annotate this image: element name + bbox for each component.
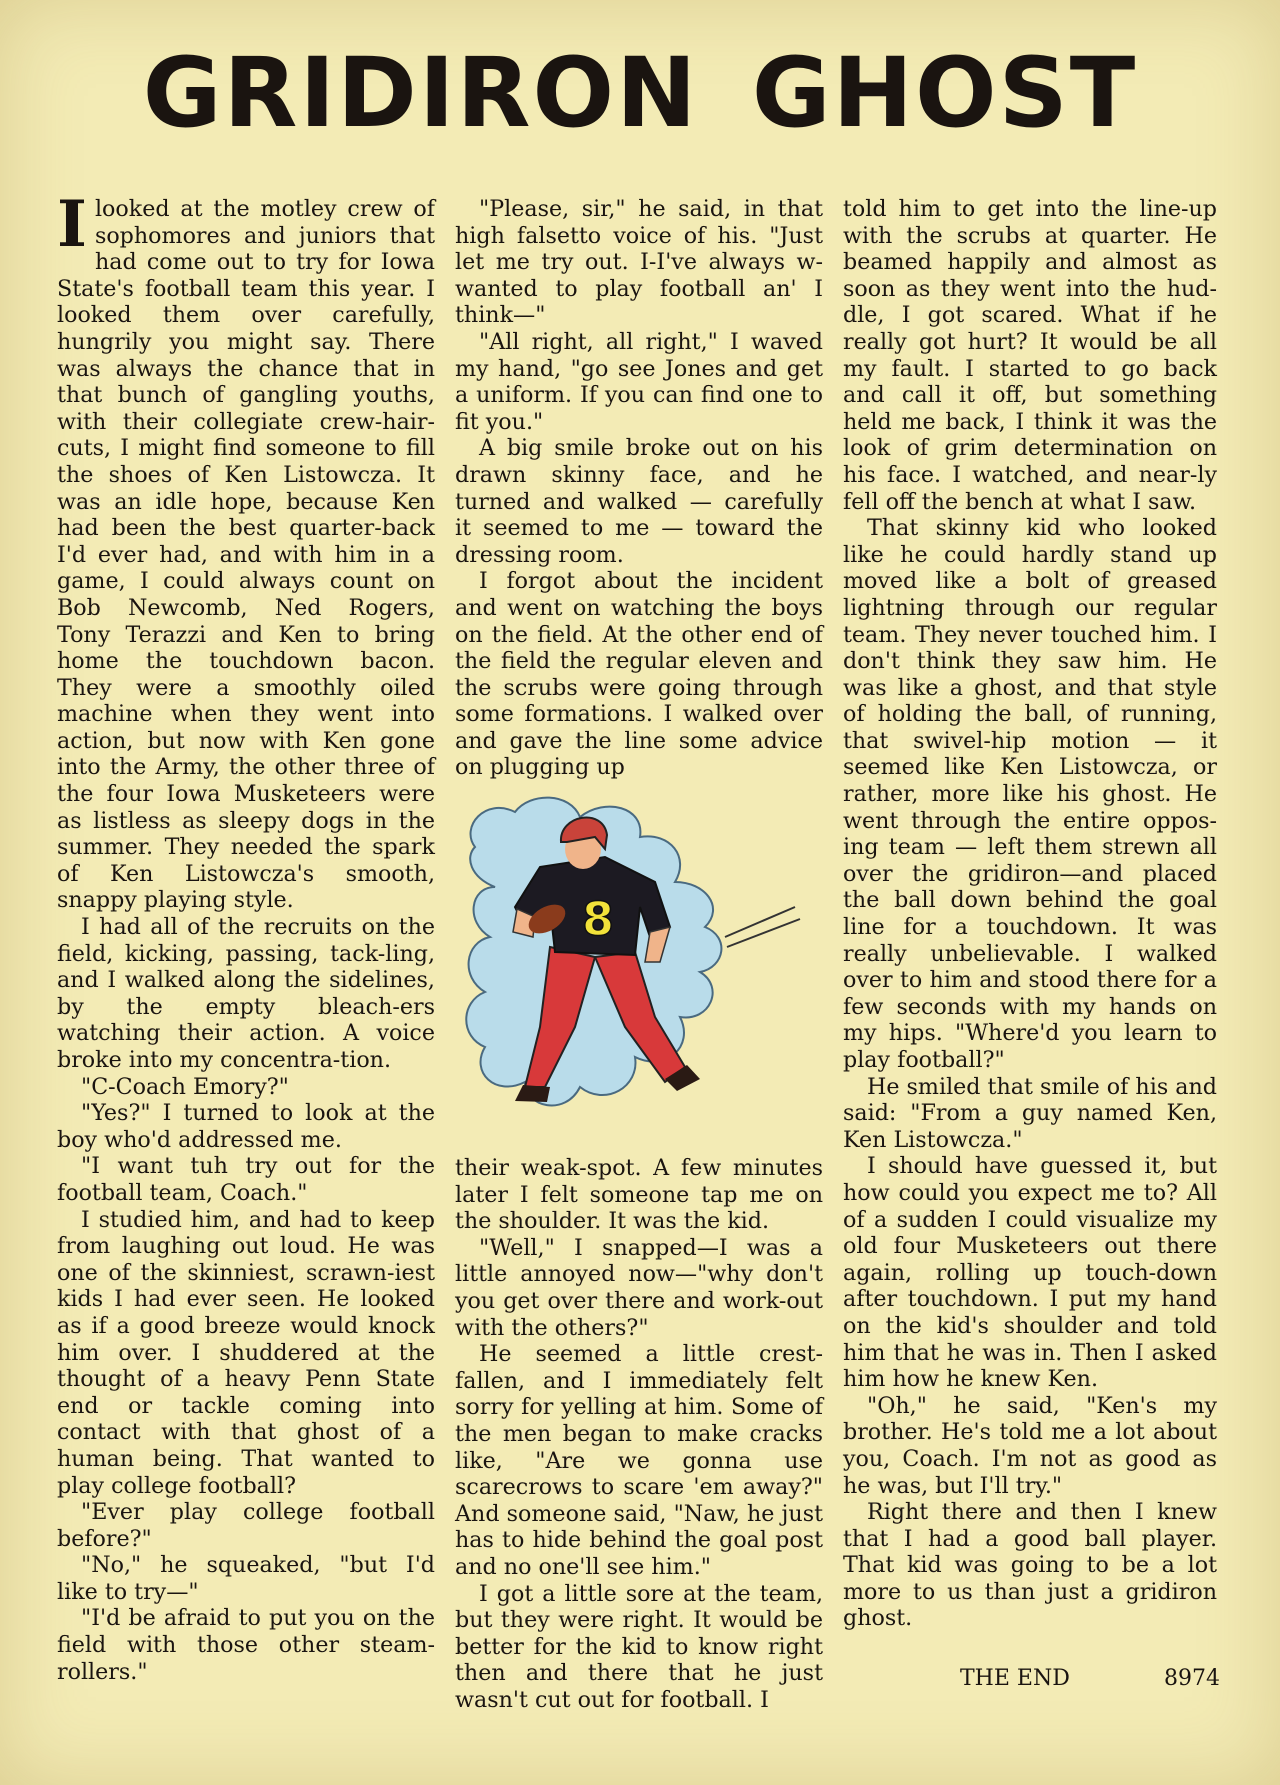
paragraph: I forgot about the incident and went on watching the boys on the field. At the other end of the field the regular eleven and the scrubs were going through some formations. I walked over and gave the line some advice on plugging up	[455, 568, 823, 781]
paragraph: told him to get into the line-up with the scrubs at quarter. He beamed happily and almost as soon as they went into the hud-dle, I got scared. What if he really got hurt? It would be all my fault. I started to go back and call it off, but something held me back, I think it was the look of grim determination on his face. I watched, and near-ly fell off the bench at what I saw.	[843, 196, 1217, 515]
paragraph: "I want tuh try out for the football team, Coach."	[57, 1153, 435, 1206]
paragraph: I should have guessed it, but how could you expect me to? All of a sudden I could visualize my old four Musketeers out there again, rolling up touch-down after touchdown. I put my hand on the kid's shoulder and told him that he was in. Then I asked him how he knew Ken.	[843, 1153, 1217, 1393]
story-title: GRIDIRON GHOST	[142, 37, 1138, 149]
paragraph: Right there and then I knew that I had a good ball player. That kid was going to be a lot more to us than just a gridiron ghost.	[843, 1499, 1217, 1632]
paragraph: "No," he squeaked, "but I'd like to try—"	[57, 1552, 435, 1605]
player-shoe	[515, 1085, 550, 1102]
motion-line	[727, 919, 800, 947]
football-player-illustration	[455, 787, 823, 1147]
paragraph: "Please, sir," he said, in that high falsetto voice of his. "Just let me try out. I-I've always w-wanted to play football an' I think—"	[455, 196, 823, 329]
text-column-2	[455, 196, 823, 1714]
paragraph: "C-Coach Emory?"	[81, 1073, 289, 1100]
paragraph: I got a little sore at the team, but they were right. It would be better for the kid to know right then and there that he just wasn't cut out for football. I	[455, 1580, 823, 1713]
paragraph: "Ever play college football before?"	[57, 1499, 435, 1552]
paragraph: "Yes?" I turned to look at the boy who'd addressed me.	[57, 1100, 435, 1153]
paragraph: A big smile broke out on his drawn skinny face, and he turned and walked — carefully it seemed to me — toward the dressing room.	[455, 435, 823, 568]
paragraph: He seemed a little crest-fallen, and I immediately felt sorry for yelling at him. Some of the men began to make cracks like, "Are we gonna use scarecrows to scare 'em away?" And someone said, "Naw, he just has to hide behind the goal post and no one'll see him."	[455, 1341, 823, 1580]
drop-cap: I	[57, 187, 87, 262]
paragraph: their weak-spot. A few minutes later I felt someone tap me on the shoulder. It was the kid.	[455, 1155, 823, 1235]
paragraph: "Well," I snapped—I was a little annoyed now—"why don't you get over there and work-out with the others?"	[455, 1234, 823, 1341]
paragraph: "All right, all right," I waved my hand, "go see Jones and get a uniform. If you can find one to fit you."	[455, 328, 823, 435]
jersey-number: 8	[581, 892, 615, 947]
paragraph: I studied him, and had to keep from laughing out loud. He was one of the skinniest, scrawn-iest kids I had ever seen. He looked as if a good breeze would knock him over. I shuddered at the thought of a heavy Penn State end or tackle coming into contact with that ghost of a human being. That wanted to play college football?	[57, 1206, 435, 1499]
page-code: 8974	[1164, 1666, 1220, 1691]
motion-line	[725, 907, 795, 937]
paragraph: "Oh," he said, "Ken's my brother. He's told me a lot about you, Coach. I'm not as good as he was, but I'll try."	[843, 1392, 1217, 1499]
paragraph: I had all of the recruits on the field, kicking, passing, tack-ling, and I walked along the sidelines, by the empty bleach-ers watching their action. A voice broke into my concentra-tion.	[57, 914, 435, 1073]
text-column-3	[843, 196, 1217, 1632]
story-footer	[960, 1666, 1220, 1691]
text-column-1	[57, 187, 435, 1685]
paragraph: That skinny kid who looked like he could hardly stand up moved like a bolt of greased lightning through our regular team. They never touched him. I don't think they saw him. He was like a ghost, and that style of holding the ball, of running, that swivel-hip motion — it seemed like Ken Listowcza, or rather, more like his ghost. He went through the entire oppos-ing team — left them strewn all over the gridiron—and placed the ball down behind the goal line for a touchdown. It was really unbelievable. I walked over to him and stood there for a few seconds with my hands on my hips. "Where'd you learn to play football?"	[843, 515, 1217, 1073]
paragraph: He smiled that smile of his and said: "From a guy named Ken, Ken Listowcza."	[843, 1073, 1217, 1153]
the-end-label: THE END	[960, 1666, 1070, 1691]
paragraph: Ilooked at the motley crew of sophomores and juniors that had come out to try for Iowa State's football team this year. I looked them over carefully, hungrily you might say. There was always the chance that in that bunch of gangling youths, with their collegiate crew-hair-cuts, I might find someone to fill the shoes of Ken Listowcza. It was an idle hope, because Ken had been the best quarter-back I'd ever had, and with him in a game, I could always count on Bob Newcomb, Ned Rogers, Tony Terazzi and Ken to bring home the touchdown bacon. They were a smoothly oiled machine when they went into action, but now with Ken gone into the Army, the other three of the four Iowa Musketeers were as listless as sleepy dogs in the summer. They needed the spark of Ken Listowcza's smooth, snappy playing style.	[57, 187, 435, 914]
paragraph: "I'd be afraid to put you on the field with those other steam-rollers."	[57, 1605, 435, 1685]
